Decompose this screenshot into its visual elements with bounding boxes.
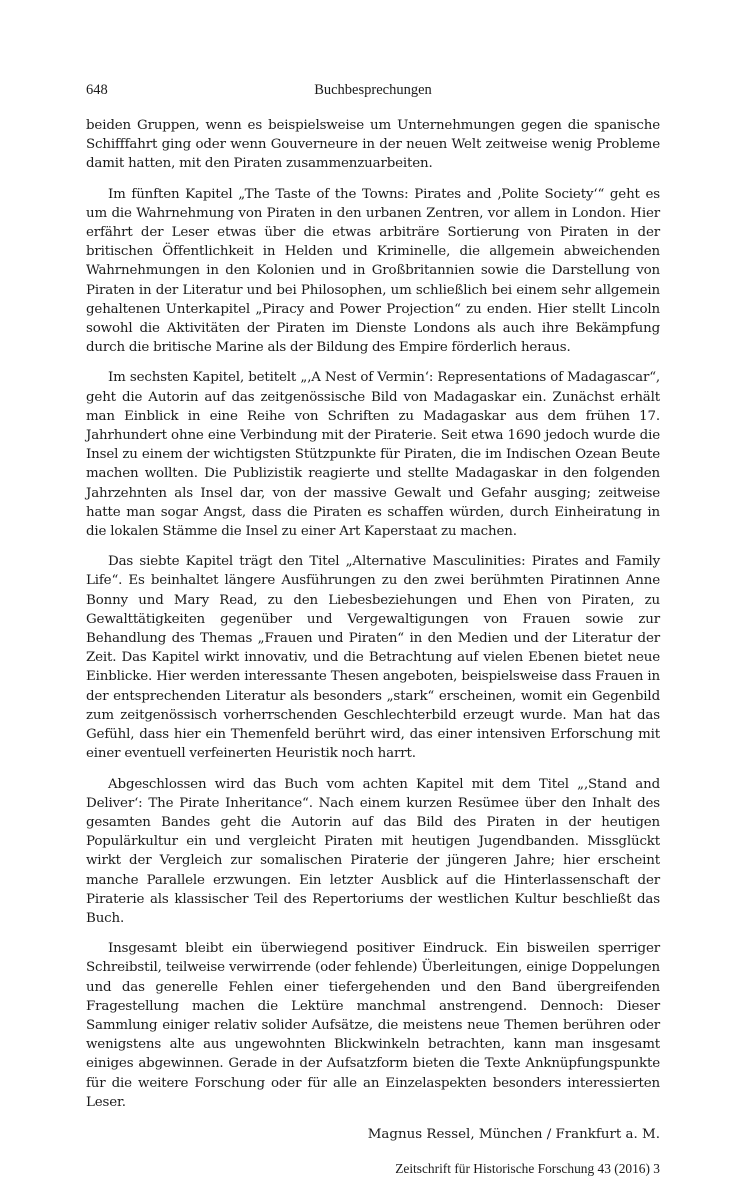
journal-footer: Zeitschrift für Historische Forschung 43 (2016) 3 xyxy=(395,1160,660,1176)
paragraph-conclusion: Insgesamt bleibt ein überwiegend positiver Eindruck. Ein bisweilen sperriger Schreibstil, teilweise verwirrende (oder fehlende) Überleitungen, einige Doppelungen und das generelle Fehlen einer tiefergehenden und den Band übergreifenden Fragestellung machen die Lektüre manchmal anstrengend. Dennoch: Dieser Sammlung einiger relativ solider Aufsätze, die meistens neue Themen berühren oder wenigstens alte aus ungewohnten Blickwinkeln betrachten, kann man insgesamt einiges abgewinnen. Gerade in der Aufsatzform bieten die Texte Anknüpfungspunkte für die weitere Forschung oder für alle an Einzelaspekten besonders interessierten Leser. xyxy=(86,941,660,1110)
document-page xyxy=(86,80,660,1178)
review-body xyxy=(86,116,660,1112)
reviewer-signature: Magnus Ressel, München / Frankfurt a. M. xyxy=(367,1126,660,1142)
paragraph-chapter-seven: Das siebte Kapitel trägt den Titel „Alternative Masculinities: Pirates and Family Life“. Es beinhaltet längere Ausführungen zu den zwei berühmten Piratinnen Anne Bonny und Mary Read, zu den Liebesbeziehungen und Ehen von Piraten, zu Gewalttätigkeiten gegenüber und Vergewaltigungen von Frauen sowie zur Behandlung des Themas „Frauen und Piraten“ in den Medien und der Literatur der Zeit. Das Kapitel wirkt innovativ, und die Betrachtung auf vielen Ebenen bietet neue Einblicke. Hier werden interessante Thesen angeboten, beispielsweise dass Frauen in der entsprechenden Literatur als besonders „stark“ erscheinen, womit ein Gegenbild zum zeitgenössisch vorherrschenden Geschlechterbild erzeugt wurde. Man hat das Gefühl, dass hier ein Themenfeld berührt wird, das einer intensiven Erforschung mit einer eventuell verfeinerten Heuristik noch harrt. xyxy=(86,554,660,762)
paragraph-continued: beiden Gruppen, wenn es beispielsweise um Unternehmungen gegen die spanische Schifffahrt ging oder wenn Gouverneure in der neuen Welt zeitweise wenig Probleme damit hatten, mit den Piraten zusammenzuarbeiten. xyxy=(86,118,660,172)
page-number: 648 xyxy=(86,82,108,98)
running-head xyxy=(86,80,660,102)
section-title: Buchbesprechungen xyxy=(314,82,432,98)
paragraph-chapter-eight: Abgeschlossen wird das Buch vom achten Kapitel mit dem Titel „‚Stand and Deliver‘: The Pirate Inheritance“. Nach einem kurzen Resümee über den Inhalt des gesamten Bandes geht die Autorin auf das Bild des Piraten in der heutigen Populärkultur ein und vergleicht Piraten mit heutigen Jugendbanden. Missglückt wirkt der Vergleich zur somalischen Piraterie der jüngeren Jahre; hier erscheint manche Parallele erzwungen. Ein letzter Ausblick auf die Hinterlassenschaft der Piraterie als klassischer Teil des Repertoriums der westlichen Kultur beschließt das Buch. xyxy=(86,776,660,926)
paragraph-chapter-six: Im sechsten Kapitel, betitelt „‚A Nest of Vermin‘: Representations of Madagascar“, geht die Autorin auf das zeitgenössische Bild von Madagaskar ein. Zunächst erhält man Einblick in eine Reihe von Schriften zu Madagaskar aus dem frühen 17. Jahrhundert ohne eine Verbindung mit der Piraterie. Seit etwa 1690 jedoch wurde die Insel zu einem der wichtigsten Stützpunkte für Piraten, die im Indischen Ozean Beute machen wollten. Die Publizistik reagierte und stellte Madagaskar in den folgenden Jahrzehnten als Insel dar, von der massive Gewalt und Gefahr ausging; zeitweise hatte man sogar Angst, dass die Piraten es schaffen würden, durch Einheiratung in die lokalen Stämme die Insel zu einer Art Kaperstaat zu machen. xyxy=(86,370,660,540)
paragraph-chapter-five: Im fünften Kapitel „The Taste of the Towns: Pirates and ‚Polite Society‘“ geht es um die Wahrnehmung von Piraten in den urbanen Zentren, vor allem in London. Hier erfährt der Leser etwas über die etwas arbiträre Sortierung von Piraten in der britischen Öffentlichkeit in Helden und Kriminelle, die allgemein abweichenden Wahrnehmungen in den Kolonien und in Großbritannien sowie die Darstellung von Piraten in der Literatur und bei Philosophen, um schließlich bei einem sehr allgemein gehaltenen Unterkapitel „Piracy and Power Projection“ zu enden. Hier stellt Lincoln sowohl die Aktivitäten der Piraten im Dienste Londons als auch ihre Bekämpfung durch die britische Marine als der Bildung des Empire förderlich heraus. xyxy=(86,186,660,356)
